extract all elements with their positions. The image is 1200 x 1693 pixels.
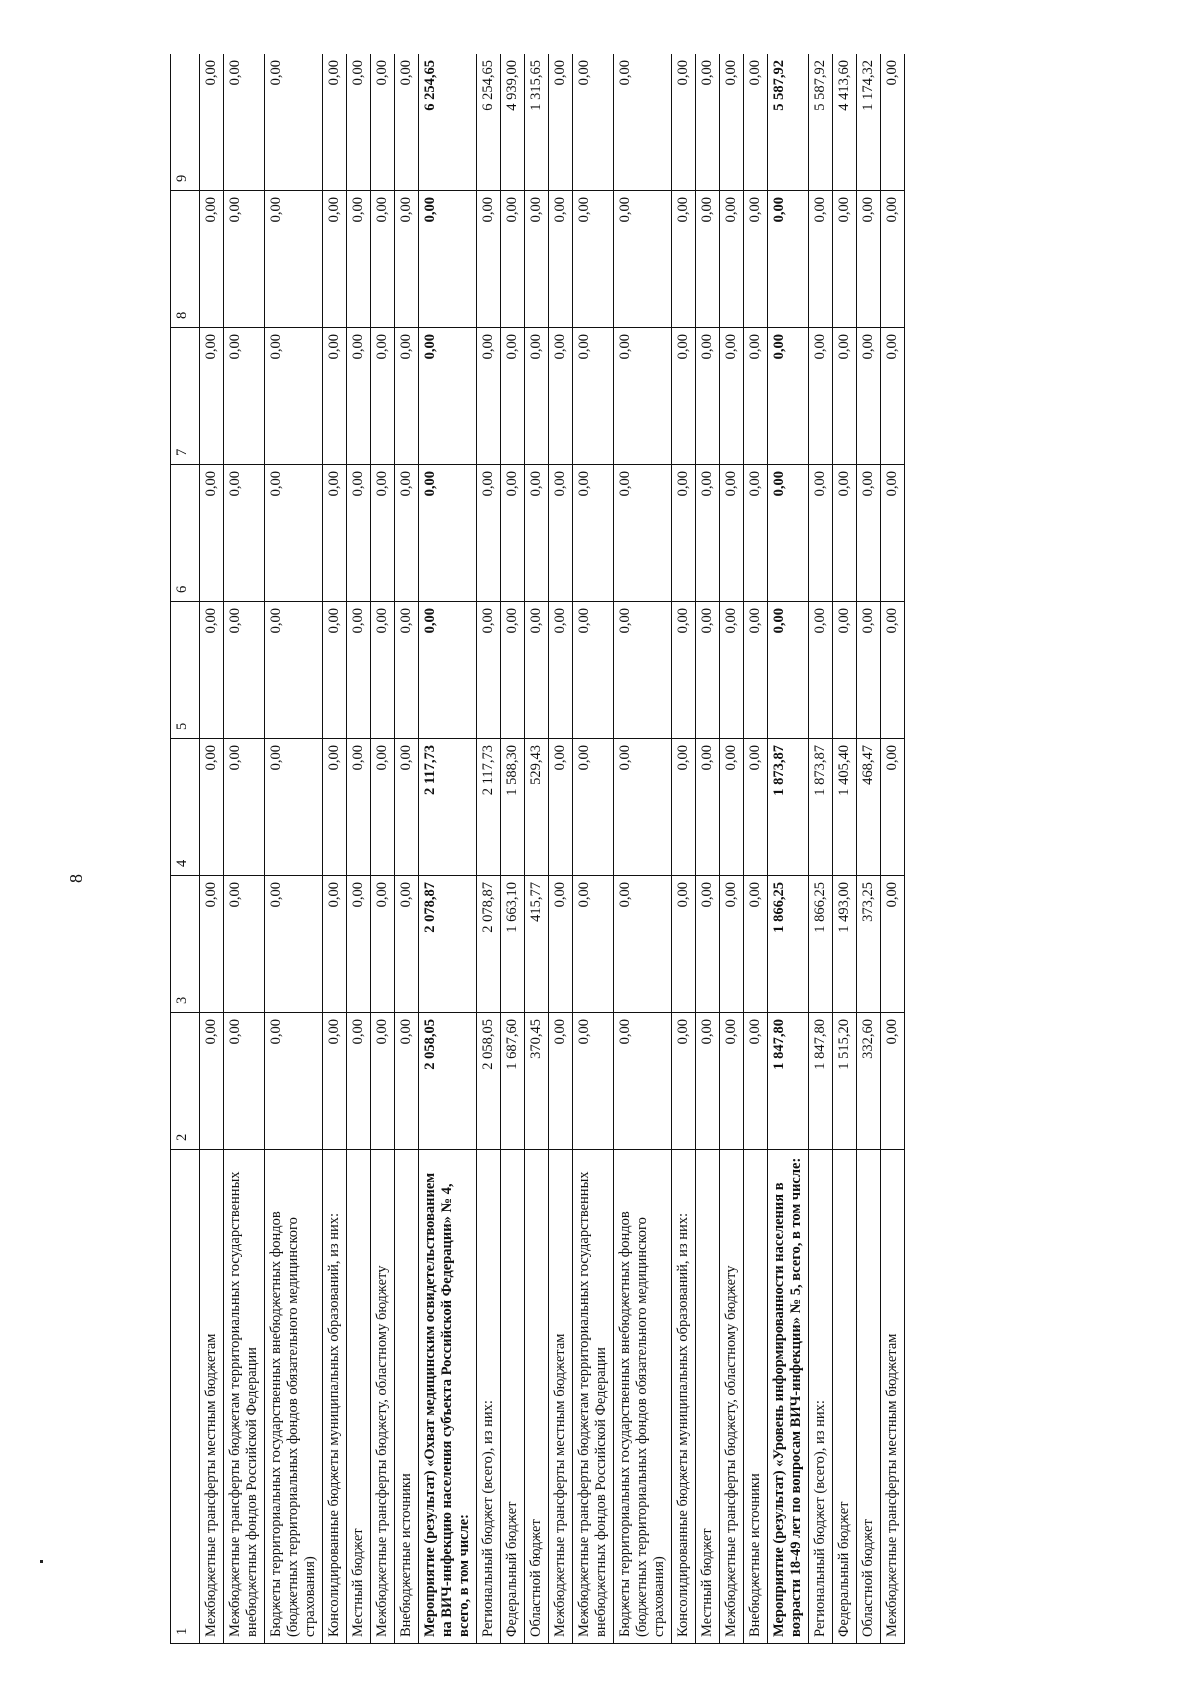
table-cell: 1 687,60 (501, 1013, 525, 1150)
table-cell: 0,00 (744, 54, 768, 191)
table-cell: 0,00 (696, 876, 720, 1013)
row-label: Местный бюджет (696, 1150, 720, 1644)
table-cell: 0,00 (347, 465, 371, 602)
table-cell: 0,00 (744, 328, 768, 465)
table-cell: 0,00 (224, 191, 265, 328)
table-cell: 0,00 (395, 1013, 419, 1150)
table-cell: 0,00 (833, 602, 857, 739)
table-cell: 0,00 (857, 328, 881, 465)
table-cell: 0,00 (696, 739, 720, 876)
row-label: Межбюджетные трансферты бюджету, областному бюджету (720, 1150, 744, 1644)
table-cell: 0,00 (347, 1013, 371, 1150)
table-cell: 0,00 (477, 328, 501, 465)
table-cell: 0,00 (614, 54, 672, 191)
table-cell: 1 663,10 (501, 876, 525, 1013)
table-cell: 0,00 (323, 191, 347, 328)
table-cell: 0,00 (265, 1013, 323, 1150)
table-row (419, 54, 477, 1644)
table-cell: 2 117,73 (477, 739, 501, 876)
table-cell: 0,00 (672, 191, 696, 328)
table-cell: 0,00 (371, 54, 395, 191)
table-cell: 0,00 (696, 54, 720, 191)
column-header-2: 2 (171, 1013, 200, 1150)
row-label: Бюджеты территориальных государственных внебюджетных фондов (бюджетных территориальных фондов обязательного медицинского страхования) (265, 1150, 323, 1644)
table-cell: 0,00 (347, 876, 371, 1013)
table-cell: 0,00 (347, 54, 371, 191)
table-cell: 0,00 (395, 191, 419, 328)
table-cell: 2 078,87 (477, 876, 501, 1013)
table-cell: 0,00 (744, 602, 768, 739)
table-cell: 0,00 (809, 328, 833, 465)
table-cell: 0,00 (419, 602, 477, 739)
table-cell: 2 058,05 (419, 1013, 477, 1150)
table-cell: 0,00 (614, 602, 672, 739)
table-cell: 0,00 (371, 739, 395, 876)
table-cell: 0,00 (573, 328, 614, 465)
table-cell: 0,00 (549, 191, 573, 328)
table-cell: 0,00 (323, 739, 347, 876)
table-cell: 0,00 (573, 739, 614, 876)
table-row (549, 54, 573, 1644)
table-cell: 0,00 (549, 54, 573, 191)
table-cell: 0,00 (573, 465, 614, 602)
page-number: 8 (66, 874, 86, 883)
table-cell: 0,00 (696, 191, 720, 328)
table-cell: 0,00 (501, 465, 525, 602)
table-cell: 332,60 (857, 1013, 881, 1150)
table-cell: 1 873,87 (768, 739, 809, 876)
table-row (857, 54, 881, 1644)
table-cell: 0,00 (881, 191, 905, 328)
table-cell: 0,00 (501, 191, 525, 328)
table-cell: 0,00 (857, 602, 881, 739)
table-cell: 2 058,05 (477, 1013, 501, 1150)
table-cell: 0,00 (200, 54, 224, 191)
table-row (696, 54, 720, 1644)
table-cell: 1 588,30 (501, 739, 525, 876)
table-cell: 0,00 (265, 54, 323, 191)
table-cell: 0,00 (200, 602, 224, 739)
table-cell: 0,00 (809, 191, 833, 328)
table-cell: 0,00 (768, 191, 809, 328)
table-cell: 0,00 (200, 191, 224, 328)
table-row (265, 54, 323, 1644)
table-cell: 0,00 (265, 876, 323, 1013)
table-cell: 1 866,25 (809, 876, 833, 1013)
table-cell: 0,00 (323, 54, 347, 191)
table-cell: 0,00 (265, 328, 323, 465)
table-cell: 0,00 (549, 1013, 573, 1150)
table-cell: 1 847,80 (809, 1013, 833, 1150)
table-cell: 0,00 (744, 876, 768, 1013)
table-row (672, 54, 696, 1644)
table-cell: 0,00 (614, 328, 672, 465)
table-cell: 0,00 (881, 739, 905, 876)
table-cell: 0,00 (224, 876, 265, 1013)
row-label: Межбюджетные трансферты бюджету, областному бюджету (371, 1150, 395, 1644)
table-cell: 0,00 (549, 465, 573, 602)
table-cell: 0,00 (696, 1013, 720, 1150)
table-cell: 0,00 (672, 54, 696, 191)
table-cell: 0,00 (265, 739, 323, 876)
table-cell: 0,00 (265, 602, 323, 739)
table-cell: 0,00 (224, 328, 265, 465)
column-header-8: 8 (171, 191, 200, 328)
table-cell: 0,00 (881, 328, 905, 465)
table-cell: 0,00 (371, 876, 395, 1013)
table-cell: 0,00 (323, 602, 347, 739)
table-cell: 0,00 (720, 739, 744, 876)
table-cell: 0,00 (224, 602, 265, 739)
table-cell: 0,00 (573, 1013, 614, 1150)
table-cell: 370,45 (525, 1013, 549, 1150)
table-cell: 0,00 (371, 1013, 395, 1150)
table-cell: 6 254,65 (477, 54, 501, 191)
table-cell: 0,00 (347, 328, 371, 465)
column-header-5: 5 (171, 602, 200, 739)
table-cell: 0,00 (744, 465, 768, 602)
row-label: Внебюджетные источники (744, 1150, 768, 1644)
row-label: Местный бюджет (347, 1150, 371, 1644)
table-cell: 0,00 (347, 602, 371, 739)
row-label: Областной бюджет (525, 1150, 549, 1644)
table-cell: 0,00 (720, 1013, 744, 1150)
table-cell: 0,00 (525, 191, 549, 328)
table-cell: 0,00 (395, 602, 419, 739)
table-cell: 0,00 (323, 465, 347, 602)
table-cell: 1 493,00 (833, 876, 857, 1013)
table-cell: 0,00 (573, 876, 614, 1013)
table-cell: 0,00 (525, 328, 549, 465)
row-label: Мероприятие (результат) «Уровень информированности населения в возрасти 18-49 лет по вопросам ВИЧ-инфекции» № 5, всего, в том числе: (768, 1150, 809, 1644)
column-header-1: 1 (171, 1150, 200, 1644)
table-cell: 0,00 (857, 191, 881, 328)
table-row (323, 54, 347, 1644)
column-header-9: 9 (171, 54, 200, 191)
row-label: Межбюджетные трансферты местным бюджетам (881, 1150, 905, 1644)
table-cell: 0,00 (881, 465, 905, 602)
table-cell: 0,00 (347, 739, 371, 876)
table-cell: 0,00 (696, 602, 720, 739)
table-cell: 0,00 (477, 465, 501, 602)
table-cell: 0,00 (200, 1013, 224, 1150)
table-row (573, 54, 614, 1644)
table-cell: 0,00 (573, 191, 614, 328)
table-cell: 0,00 (419, 465, 477, 602)
table-cell: 4 939,00 (501, 54, 525, 191)
table-cell: 0,00 (419, 191, 477, 328)
column-number-row (171, 54, 200, 1644)
row-label: Областной бюджет (857, 1150, 881, 1644)
table-row (501, 54, 525, 1644)
table-cell: 0,00 (614, 739, 672, 876)
table-cell: 0,00 (881, 54, 905, 191)
row-label: Федеральный бюджет (833, 1150, 857, 1644)
table-cell: 529,43 (525, 739, 549, 876)
table-cell: 0,00 (833, 191, 857, 328)
table-cell: 5 587,92 (809, 54, 833, 191)
table-cell: 0,00 (323, 876, 347, 1013)
table-cell: 0,00 (395, 876, 419, 1013)
table-row (614, 54, 672, 1644)
column-header-3: 3 (171, 876, 200, 1013)
table-cell: 0,00 (744, 191, 768, 328)
table-cell: 0,00 (720, 54, 744, 191)
table-cell: 0,00 (768, 328, 809, 465)
table-cell: 1 866,25 (768, 876, 809, 1013)
row-label: Бюджеты территориальных государственных внебюджетных фондов (бюджетных территориальных фондов обязательного медицинского страхования) (614, 1150, 672, 1644)
rotated-table-frame (170, 54, 1155, 1644)
table-cell: 0,00 (395, 54, 419, 191)
row-label: Межбюджетные трансферты местным бюджетам (549, 1150, 573, 1644)
table-cell: 0,00 (672, 876, 696, 1013)
table-cell: 6 254,65 (419, 54, 477, 191)
table-cell: 0,00 (744, 739, 768, 876)
table-cell: 0,00 (881, 602, 905, 739)
table-cell: 0,00 (744, 1013, 768, 1150)
row-label: Федеральный бюджет (501, 1150, 525, 1644)
table-cell: 415,77 (525, 876, 549, 1013)
table-cell: 0,00 (200, 876, 224, 1013)
table-cell: 0,00 (809, 465, 833, 602)
table-cell: 0,00 (672, 465, 696, 602)
table-row (224, 54, 265, 1644)
table-cell: 0,00 (323, 328, 347, 465)
table-cell: 0,00 (549, 876, 573, 1013)
table-cell: 1 405,40 (833, 739, 857, 876)
table-cell: 0,00 (857, 465, 881, 602)
table-cell: 0,00 (200, 465, 224, 602)
table-cell: 0,00 (573, 602, 614, 739)
table-row (720, 54, 744, 1644)
table-cell: 5 587,92 (768, 54, 809, 191)
table-cell: 0,00 (549, 739, 573, 876)
row-label: Межбюджетные трансферты бюджетам территориальных государственных внебюджетных фондов Российской Федерации (573, 1150, 614, 1644)
table-cell: 1 873,87 (809, 739, 833, 876)
table-cell: 0,00 (720, 328, 744, 465)
row-label: Региональный бюджет (всего), из них: (809, 1150, 833, 1644)
table-cell: 0,00 (224, 739, 265, 876)
table-row (809, 54, 833, 1644)
table-cell: 0,00 (371, 328, 395, 465)
table-cell: 0,00 (573, 54, 614, 191)
table-cell: 0,00 (672, 602, 696, 739)
table-row (371, 54, 395, 1644)
table-cell: 0,00 (720, 602, 744, 739)
column-header-4: 4 (171, 739, 200, 876)
table-row (347, 54, 371, 1644)
table-cell: 1 515,20 (833, 1013, 857, 1150)
table-cell: 0,00 (395, 739, 419, 876)
table-cell: 0,00 (200, 739, 224, 876)
table-cell: 0,00 (833, 465, 857, 602)
table-cell: 2 078,87 (419, 876, 477, 1013)
table-cell: 0,00 (672, 1013, 696, 1150)
table-cell: 0,00 (672, 328, 696, 465)
column-header-6: 6 (171, 465, 200, 602)
table-cell: 0,00 (833, 328, 857, 465)
table-cell: 0,00 (614, 465, 672, 602)
table-cell: 0,00 (720, 465, 744, 602)
table-cell: 373,25 (857, 876, 881, 1013)
table-row (744, 54, 768, 1644)
table-row (881, 54, 905, 1644)
table-row (477, 54, 501, 1644)
table-cell: 0,00 (501, 602, 525, 739)
table-row (768, 54, 809, 1644)
table-row (833, 54, 857, 1644)
table-cell: 0,00 (371, 465, 395, 602)
table-cell: 0,00 (696, 328, 720, 465)
table-cell: 1 174,32 (857, 54, 881, 191)
row-label: Межбюджетные трансферты местным бюджетам (200, 1150, 224, 1644)
table-cell: 0,00 (395, 328, 419, 465)
scan-mark (40, 1560, 43, 1563)
table-cell: 468,47 (857, 739, 881, 876)
table-cell: 0,00 (720, 191, 744, 328)
table-row (200, 54, 224, 1644)
table-cell: 0,00 (419, 328, 477, 465)
table-cell: 0,00 (768, 465, 809, 602)
row-label: Межбюджетные трансферты бюджетам территориальных государственных внебюджетных фондов Российской Федерации (224, 1150, 265, 1644)
table-row (525, 54, 549, 1644)
table-cell: 0,00 (881, 1013, 905, 1150)
table-cell: 0,00 (549, 328, 573, 465)
table-cell: 0,00 (696, 465, 720, 602)
table-cell: 0,00 (525, 465, 549, 602)
table-cell: 0,00 (371, 191, 395, 328)
table-cell: 0,00 (395, 465, 419, 602)
table-cell: 0,00 (224, 1013, 265, 1150)
table-cell: 0,00 (347, 191, 371, 328)
table-cell: 4 413,60 (833, 54, 857, 191)
row-label: Консолидированные бюджеты муниципальных образований, из них: (323, 1150, 347, 1644)
table-cell: 0,00 (200, 328, 224, 465)
table-cell: 0,00 (371, 602, 395, 739)
table-cell: 1 315,65 (525, 54, 549, 191)
table-cell: 0,00 (501, 328, 525, 465)
table-cell: 0,00 (768, 602, 809, 739)
column-header-7: 7 (171, 328, 200, 465)
rotated-table-content (170, 54, 1155, 1644)
table-cell: 0,00 (224, 54, 265, 191)
table-cell: 0,00 (720, 876, 744, 1013)
table-cell: 0,00 (672, 739, 696, 876)
table-cell: 0,00 (525, 602, 549, 739)
table-cell: 0,00 (809, 602, 833, 739)
table-cell: 0,00 (614, 191, 672, 328)
table-cell: 0,00 (265, 191, 323, 328)
table-cell: 0,00 (549, 602, 573, 739)
table-cell: 0,00 (477, 191, 501, 328)
table-cell: 0,00 (614, 876, 672, 1013)
table-cell: 2 117,73 (419, 739, 477, 876)
table-cell: 0,00 (881, 876, 905, 1013)
table-cell: 0,00 (614, 1013, 672, 1150)
table-cell: 0,00 (224, 465, 265, 602)
row-label: Консолидированные бюджеты муниципальных образований, из них: (672, 1150, 696, 1644)
table-row (395, 54, 419, 1644)
row-label: Внебюджетные источники (395, 1150, 419, 1644)
table-cell: 0,00 (265, 465, 323, 602)
row-label: Региональный бюджет (всего), из них: (477, 1150, 501, 1644)
table-cell: 0,00 (477, 602, 501, 739)
row-label: Мероприятие (результат) «Охват медицинским освидетельствованием на ВИЧ-инфекцию населения субъекта Российской Федерации» № 4, всего, в том числе: (419, 1150, 477, 1644)
budget-table (170, 54, 905, 1644)
table-cell: 0,00 (323, 1013, 347, 1150)
table-cell: 1 847,80 (768, 1013, 809, 1150)
